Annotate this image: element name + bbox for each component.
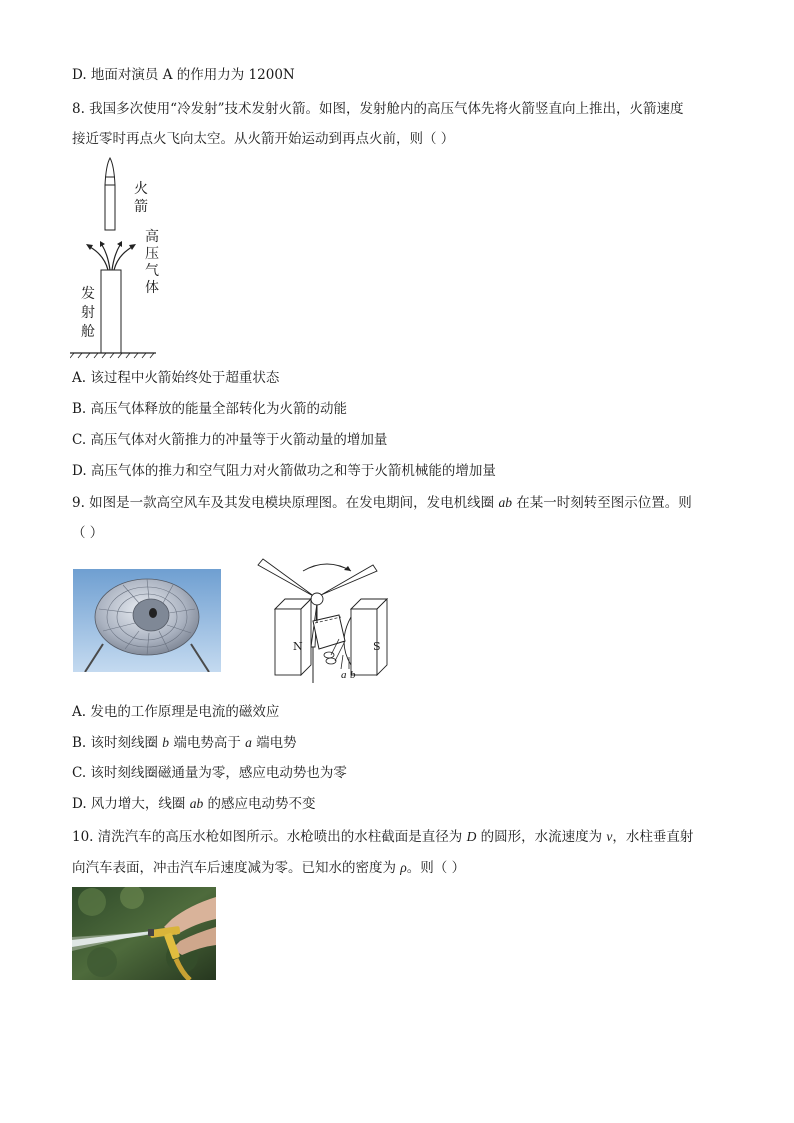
q9-stem-line1: 9. 如图是一款高空风车及其发电模块原理图。在发电期间，发电机线圈 ab 在某一时刻转至图示位置。则 bbox=[72, 495, 692, 511]
generator-diagram bbox=[255, 557, 395, 687]
q8-option-c: C. 高压气体对火箭推力的冲量等于火箭动量的增加量 bbox=[72, 432, 388, 448]
q9-option-d: D. 风力增大，线圈 ab 的感应电动势不变 bbox=[72, 796, 316, 812]
chamber-label: 发射舱 bbox=[81, 286, 95, 340]
magnet-s-label: S bbox=[373, 640, 381, 653]
terminal-b-label: b bbox=[350, 669, 356, 681]
q7-option-d: D. 地面对演员 A 的作用力为 1200N bbox=[72, 67, 295, 83]
q8-option-a: A. 该过程中火箭始终处于超重状态 bbox=[72, 370, 280, 386]
q8-stem-line2: 接近零时再点火飞向太空。从火箭开始运动到再点火前，则（ ） bbox=[72, 131, 455, 147]
q9-option-c: C. 该时刻线圈磁通量为零，感应电动势也为零 bbox=[72, 765, 347, 781]
water-gun-photo bbox=[72, 887, 216, 980]
magnet-n-label: N bbox=[293, 640, 303, 653]
wind-turbine-photo bbox=[73, 569, 221, 672]
q8-option-d: D. 高压气体的推力和空气阻力对火箭做功之和等于火箭机械能的增加量 bbox=[72, 463, 496, 479]
q9-stem-line2: （ ） bbox=[72, 525, 104, 541]
q8-option-b: B. 高压气体释放的能量全部转化为火箭的动能 bbox=[72, 401, 348, 417]
terminal-a-label: a bbox=[341, 669, 347, 681]
q10-stem-line1: 10. 清洗汽车的高压水枪如图所示。水枪喷出的水柱截面是直径为 D 的圆形，水流速度为 v，水柱垂直射 bbox=[72, 829, 694, 845]
q10-stem-line2: 向汽车表面，冲击汽车后速度减为零。已知水的密度为 ρ。则（ ） bbox=[72, 860, 466, 876]
rocket-label: 火箭 bbox=[134, 181, 148, 215]
q9-option-b: B. 该时刻线圈 b 端电势高于 a 端电势 bbox=[72, 735, 297, 751]
q9-option-a: A. 发电的工作原理是电流的磁效应 bbox=[72, 704, 280, 720]
coil-var: ab bbox=[498, 495, 512, 510]
q8-stem-line1: 8. 我国多次使用“冷发射”技术发射火箭。如图，发射舱内的高压气体先将火箭竖直向上推出，火箭速度 bbox=[72, 101, 684, 117]
gas-label: 高压气体 bbox=[145, 229, 159, 296]
